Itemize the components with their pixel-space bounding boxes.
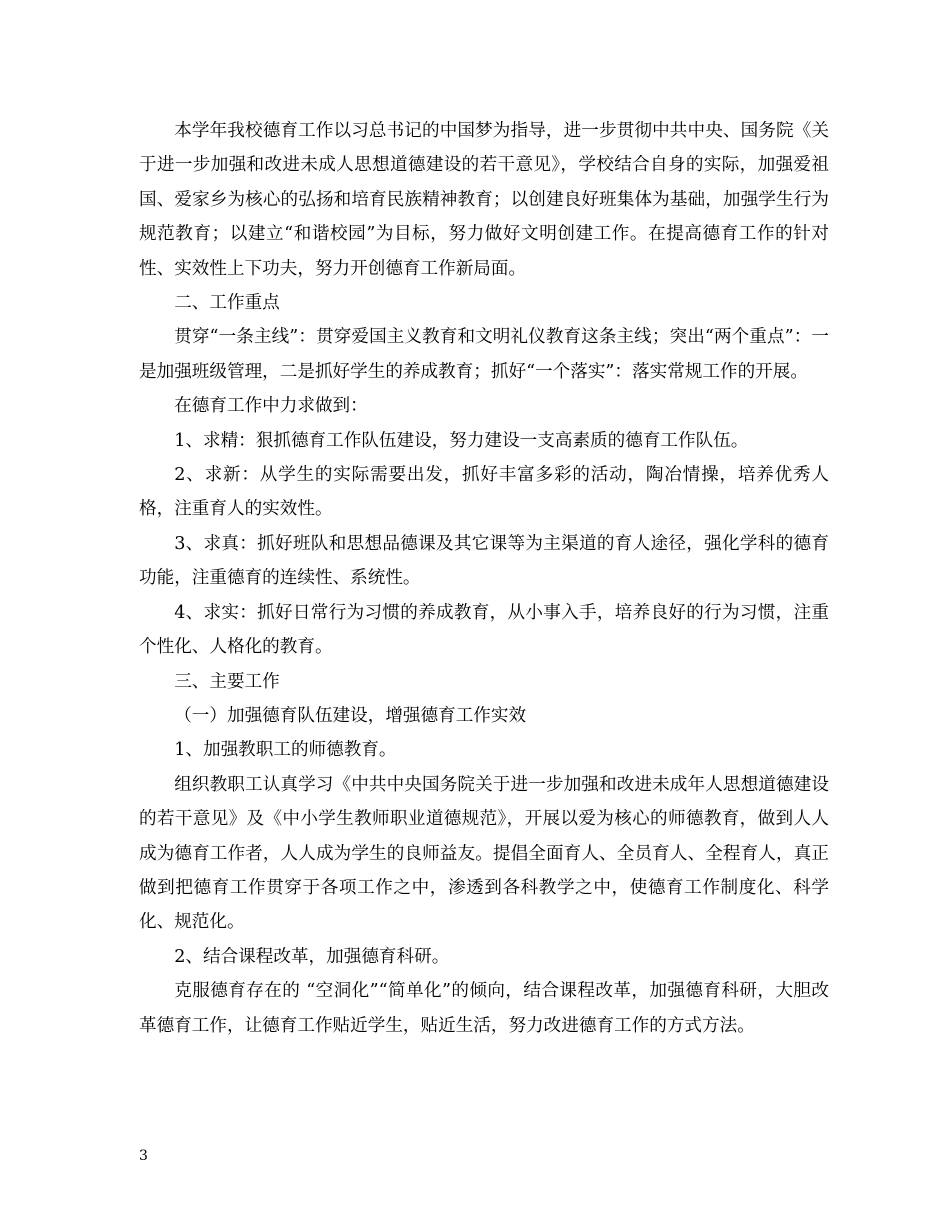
list-item-truth: 3、求真：抓好班队和思想品德课及其它课等为主渠道的育人途径，强化学科的德育功能，注重德育的连续性、系统性。	[139, 533, 829, 589]
list-item-precision: 1、求精：狠抓德育工作队伍建设，努力建设一支高素质的德育工作队伍。	[174, 430, 749, 451]
paragraph-intro: 本学年我校德育工作以习总书记的中国梦为指导，进一步贯彻中共中央、国务院《关于进一步加强和改进未成人思想道德建设的若干意见》，学校结合自身的实际，加强爱祖国、爱家乡为核心的弘扬和培育民族精神教育；以创建良好班集体为基础，加强学生行为规范教育；以建立“和谐校园”为目标，努力做好文明创建工作。在提高德育工作的针对性、实效性上下功夫，努力开创德育工作新局面。	[139, 121, 829, 279]
item-heading-teacher-ethics: 1、加强教职工的师德教育。	[174, 740, 397, 761]
paragraph-main-line: 贯穿“一条主线”：贯穿爱国主义教育和文明礼仪教育这条主线；突出“两个重点”：一是加强班级管理，二是抓好学生的养成教育；抓好“一个落实”：落实常规工作的开展。	[139, 327, 829, 382]
list-item-practical: 4、求实：抓好日常行为习惯的养成教育，从小事入手，培养良好的行为习惯，注重个性化、人格化的教育。	[139, 602, 829, 658]
paragraph-teacher-ethics: 组织教职工认真学习《中共中央国务院关于进一步加强和改进未成年人思想道德建设的若干意见》及《中小学生教师职业道德规范》，开展以爱为核心的师德教育，做到人人成为德育工作者，人人成为学生的良师益友。提倡全面育人、全员育人、全程育人，真正做到把德育工作贯穿于各项工作之中，渗透到各科教学之中，使德育工作制度化、科学化、规范化。	[139, 774, 829, 933]
section-heading-main-work: 三、主要工作	[174, 671, 280, 692]
section-heading-work-focus: 二、工作重点	[174, 293, 280, 314]
list-item-innovation: 2、求新：从学生的实际需要出发，抓好丰富多彩的活动，陶冶情操，培养优秀人格，注重育人的实效性。	[139, 465, 829, 520]
item-heading-curriculum-reform: 2、结合课程改革，加强德育科研。	[174, 946, 450, 967]
document-body	[139, 114, 829, 1043]
paragraph-curriculum-reform: 克服德育存在的 “空洞化”“简单化”的倾向，结合课程改革，加强德育科研，大胆改革德育工作，让德育工作贴近学生，贴近生活，努力改进德育工作的方式方法。	[139, 981, 829, 1036]
subsection-heading-team-building: （一）加强德育队伍建设，增强德育工作实效	[174, 705, 527, 726]
paragraph-strive-for: 在德育工作中力求做到：	[174, 396, 368, 417]
page-number: 3	[139, 1148, 148, 1164]
